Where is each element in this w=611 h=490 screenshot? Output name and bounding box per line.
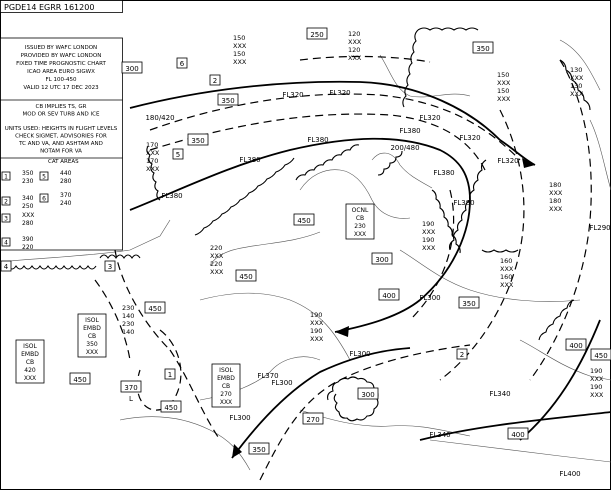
- jet-flight-level: FL300: [271, 379, 293, 387]
- cb-box-value: 350: [86, 341, 98, 348]
- cat-area-top: 350: [22, 170, 34, 177]
- low-pressure-centre: L: [129, 395, 133, 403]
- cloud-box-value: XXX: [500, 265, 514, 273]
- cloud-box-value: 190: [422, 220, 435, 228]
- tropopause-value: 350: [252, 446, 266, 454]
- cat-area-top: 370: [60, 192, 72, 199]
- tropopause-value: 450: [164, 404, 178, 412]
- legend-issued-line: VALID 12 UTC 17 DEC 2023: [23, 85, 99, 91]
- cloud-box-value: XXX: [497, 95, 511, 103]
- cloud-box-value: XXX: [310, 319, 324, 327]
- cat-area-base: 230: [22, 178, 34, 185]
- jet-flight-level: FL340: [489, 390, 511, 398]
- area-number: 2: [212, 77, 218, 85]
- cloud-box-value: XXX: [310, 335, 324, 343]
- tropopause-value: 450: [239, 273, 253, 281]
- cloud-box-value: 220: [210, 244, 223, 252]
- cb-box-value: CB: [221, 383, 231, 390]
- cat-area-top: XXX: [22, 212, 35, 219]
- jet-flight-level: 180/420: [145, 114, 175, 122]
- legend-issued-line: ISSUED BY WAFC LONDON: [24, 45, 98, 51]
- cb-box-value: EMBD: [21, 351, 39, 358]
- legend-note-line: CHECK SIGMET, ADVISORIES FOR: [15, 133, 107, 140]
- cloud-box-value: XXX: [422, 228, 436, 236]
- jet-flight-level: FL400: [559, 470, 581, 478]
- tropopause-value: 450: [297, 217, 311, 225]
- cloud-box-value: 160: [500, 273, 513, 281]
- jet-flight-level: FL380: [433, 169, 455, 177]
- tropopause-value: 250: [310, 31, 324, 39]
- area-number: 3: [107, 263, 113, 271]
- jet-flight-level: FL380: [161, 192, 183, 200]
- area-number: 5: [175, 151, 181, 159]
- cloud-box-value: XXX: [590, 375, 604, 383]
- cloud-box-value: XXX: [348, 38, 362, 46]
- tropopause-value: 300: [125, 65, 139, 73]
- cb-box-value: EMBD: [217, 375, 235, 382]
- cat-areas-title: CAT AREAS: [48, 159, 79, 165]
- cloud-box-value: XXX: [422, 244, 436, 252]
- legend-issued-line: FIXED TIME PROGNOSTIC CHART: [16, 61, 106, 67]
- jet-flight-level: FL300: [349, 350, 371, 358]
- area-number: 2: [459, 351, 465, 359]
- cloud-box-value: XXX: [500, 281, 514, 289]
- cloud-box-value: 190: [590, 367, 603, 375]
- jet-flight-level: FL380: [453, 199, 475, 207]
- legend-note-line: NOTAM FOR VA: [40, 148, 82, 155]
- tropopause-value: 300: [361, 391, 375, 399]
- area-number: 4: [3, 263, 9, 271]
- legend-issued-line: ICAO AREA EURO SIGWX: [27, 69, 95, 75]
- cb-box-value: 230: [354, 223, 366, 230]
- cloud-box-value: XXX: [146, 165, 160, 173]
- cb-box-value: 420: [24, 367, 36, 374]
- jet-flight-level: FL320: [329, 89, 351, 97]
- cb-box-value: XXX: [23, 375, 37, 382]
- tropopause-value: 350: [221, 97, 235, 105]
- jet-flight-level: FL380: [239, 156, 261, 164]
- jet-flight-level: FL320: [419, 114, 441, 122]
- cat-area-number: 6: [42, 195, 46, 203]
- cloud-box-value: 150: [497, 87, 510, 95]
- cb-box-value: CB: [355, 215, 365, 222]
- cloud-box-value: XXX: [233, 42, 247, 50]
- tropopause-value: 300: [375, 256, 389, 264]
- jet-flight-level: FL320: [459, 134, 481, 142]
- cloud-box-value: 170: [146, 141, 159, 149]
- cloud-box-value: 170: [146, 157, 159, 165]
- cloud-box-value: XXX: [570, 74, 584, 82]
- cat-area-base: 280: [22, 220, 34, 227]
- cloud-box-value: XXX: [497, 79, 511, 87]
- cloud-box-value: 140: [122, 312, 135, 320]
- legend-issued-line: FL 100-450: [45, 77, 77, 83]
- chart-header: [1, 1, 123, 13]
- tropopause-value: 270: [306, 416, 320, 424]
- jet-flight-level: FL380: [399, 127, 421, 135]
- tropopause-value: 450: [148, 305, 162, 313]
- jet-flight-level: FL290: [589, 224, 611, 232]
- jet-flight-level: FL300: [419, 294, 441, 302]
- cloud-box-value: 230: [122, 320, 135, 328]
- jet-flight-level: 200/480: [390, 144, 420, 152]
- tropopause-value: 400: [511, 431, 525, 439]
- jet-flight-level: FL300: [229, 414, 251, 422]
- cloud-box-value: 150: [497, 71, 510, 79]
- cloud-box-value: 190: [310, 311, 323, 319]
- cb-box-value: ISOL: [85, 317, 99, 324]
- cb-box-value: OCNL: [351, 207, 369, 214]
- cloud-box-value: 190: [422, 236, 435, 244]
- jet-flight-level: FL320: [497, 157, 519, 165]
- cat-area-top: 390: [22, 236, 34, 243]
- legend-note-line: TC AND VA, AND ASHTAM AND: [19, 141, 103, 147]
- jet-flight-level: FL340: [429, 431, 451, 439]
- cloud-box-value: XXX: [348, 54, 362, 62]
- cloud-box-value: 230: [122, 304, 135, 312]
- tropopause-value: 400: [382, 292, 396, 300]
- tropopause-value: 370: [124, 384, 138, 392]
- legend-note-line: MOD OR SEV TURB AND ICE: [22, 111, 100, 118]
- cloud-box-value: XXX: [570, 90, 584, 98]
- jet-flight-level: FL380: [307, 136, 329, 144]
- cat-area-number: 1: [4, 173, 8, 181]
- cloud-box-value: 160: [500, 257, 513, 265]
- legend-issued-line: PROVIDED BY WAFC LONDON: [20, 53, 102, 59]
- cat-area-number: 4: [4, 239, 8, 247]
- cb-box-value: XXX: [219, 399, 233, 406]
- cloud-box-value: 150: [233, 50, 246, 58]
- cb-box-value: CB: [25, 359, 35, 366]
- tropopause-value: 350: [191, 137, 205, 145]
- cloud-box-value: 150: [233, 34, 246, 42]
- pressure-centres: [129, 395, 133, 403]
- area-number: 6: [179, 60, 185, 68]
- cloud-box-value: 190: [310, 327, 323, 335]
- cat-area-base: 280: [60, 178, 72, 185]
- tropopause-value: 400: [569, 342, 583, 350]
- legend-panel: [1, 38, 123, 251]
- cloud-box-value: 180: [549, 181, 562, 189]
- cat-area-top: 340: [22, 195, 34, 202]
- cloud-box-value: XXX: [590, 391, 604, 399]
- jet-flight-level: FL320: [282, 91, 304, 99]
- cloud-box-value: 220: [210, 260, 223, 268]
- cat-area-base: 240: [60, 200, 72, 207]
- cloud-box-value: 130: [570, 66, 583, 74]
- cb-box-value: EMBD: [83, 325, 101, 332]
- cloud-box-value: 190: [590, 383, 603, 391]
- cloud-box-value: XXX: [549, 189, 563, 197]
- cloud-box-value: 120: [348, 30, 361, 38]
- cb-box-value: CB: [87, 333, 97, 340]
- cb-box-value: ISOL: [23, 343, 37, 350]
- cloud-box-value: XXX: [233, 58, 247, 66]
- tropopause-value: 450: [73, 376, 87, 384]
- tropopause-value: 350: [462, 300, 476, 308]
- tropopause-value: 450: [594, 352, 608, 360]
- cat-area-base: 250: [22, 203, 34, 210]
- legend-note-line: UNITS USED: HEIGHTS IN FLIGHT LEVELS: [4, 126, 118, 133]
- tropopause-value: 350: [476, 45, 490, 53]
- chart-id: PGDE14 EGRR 161200: [4, 3, 95, 12]
- cloud-box-value: 180: [549, 197, 562, 205]
- legend-note-line: CB IMPLIES TS, GR: [35, 104, 87, 110]
- cat-area-top: 440: [60, 170, 72, 177]
- jet-flight-level: FL370: [257, 372, 279, 380]
- cloud-box-value: 130: [570, 82, 583, 90]
- cloud-box-value: XXX: [549, 205, 563, 213]
- cb-box-value: ISOL: [219, 367, 233, 374]
- cloud-box-value: 120: [348, 46, 361, 54]
- cloud-box-value: XXX: [210, 268, 224, 276]
- cloud-box-value: 140: [122, 328, 135, 336]
- cat-area-number: 5: [42, 173, 46, 181]
- cat-area-number: 3: [4, 215, 8, 223]
- cat-area-number: 2: [4, 198, 8, 206]
- cb-box-value: XXX: [353, 231, 367, 238]
- cloud-box-value: XXX: [146, 149, 160, 157]
- cat-area-base: 220: [22, 244, 34, 251]
- cb-box-value: 270: [220, 391, 232, 398]
- cb-box-value: XXX: [85, 349, 99, 356]
- area-number: 1: [167, 371, 173, 379]
- cloud-box-value: XXX: [210, 252, 224, 260]
